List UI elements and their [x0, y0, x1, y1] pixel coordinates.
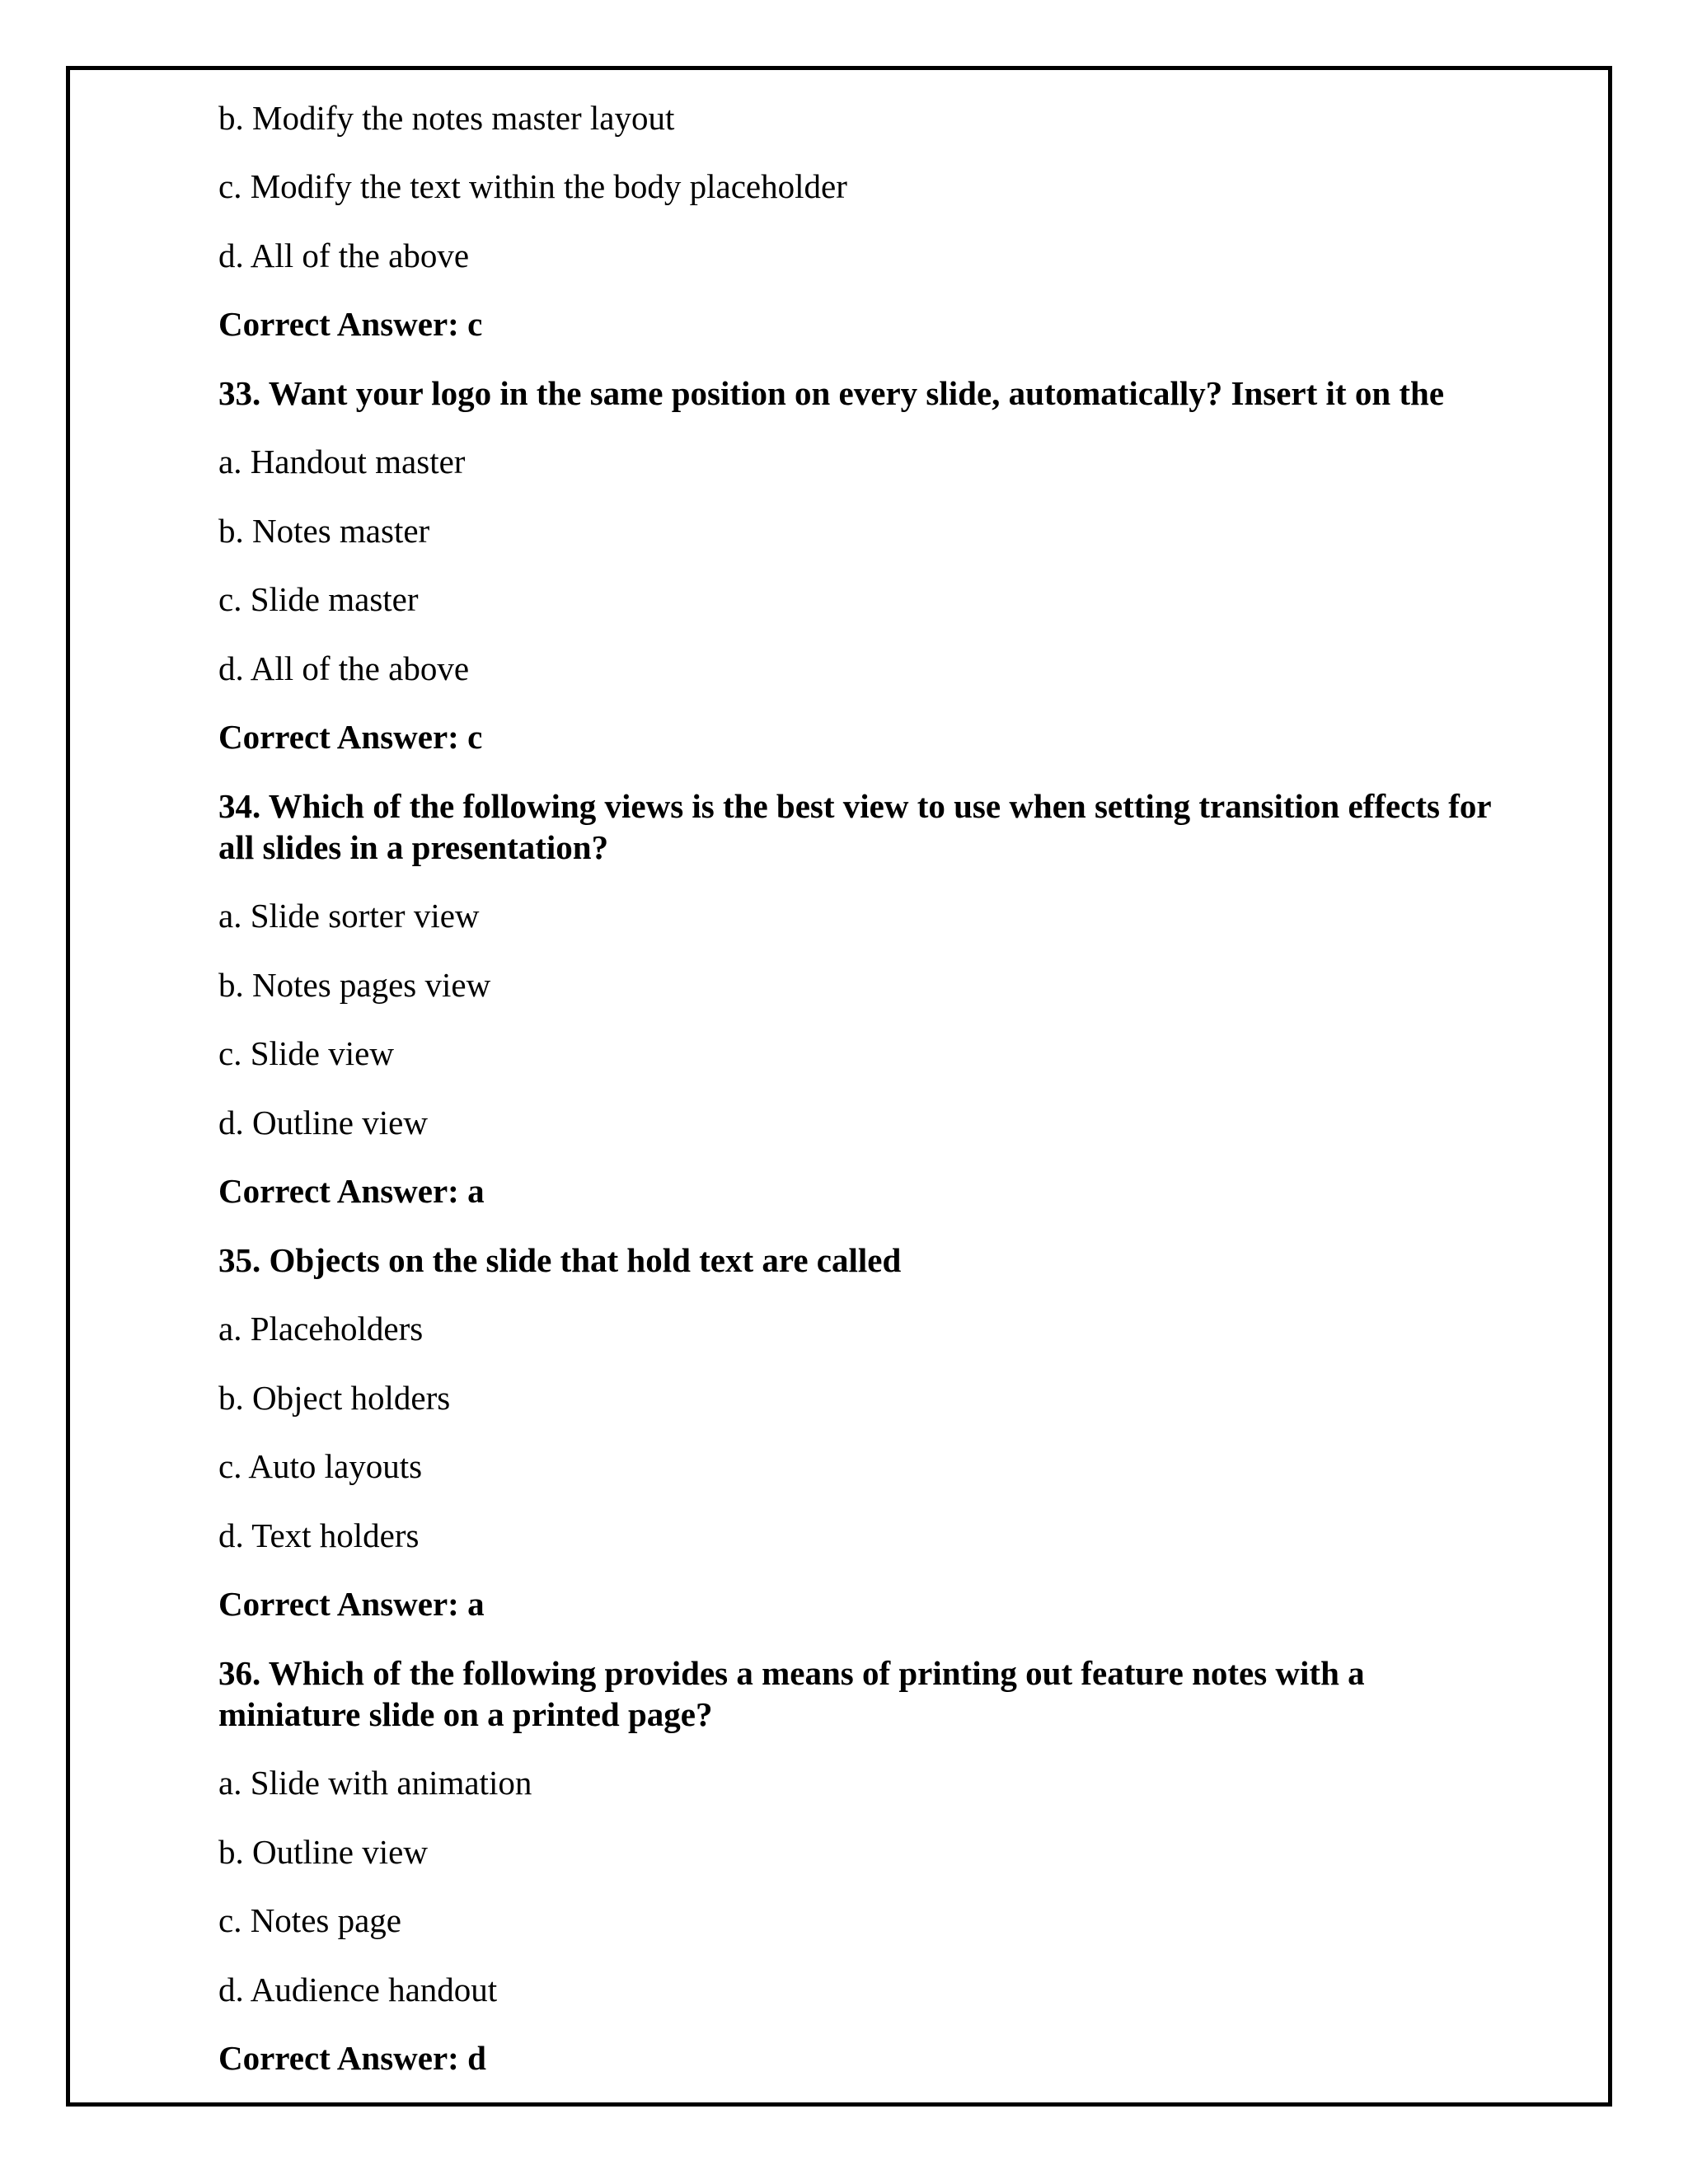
question-35-text: 35. Objects on the slide that hold text are called	[218, 1241, 902, 1279]
option-item: b. Modify the notes master layout	[218, 99, 675, 137]
option-item: d. Outline view	[218, 1104, 428, 1141]
option-item: a. Slide sorter view	[218, 897, 480, 935]
option-item: c. Auto layouts	[218, 1447, 423, 1485]
option-item: a. Slide with animation	[218, 1764, 532, 1802]
correct-answer: Correct Answer: a	[218, 1585, 485, 1623]
option-item: b. Notes pages view	[218, 966, 491, 1004]
correct-answer: Correct Answer: c	[218, 718, 483, 756]
option-item: c. Slide master	[218, 580, 419, 618]
question-36-text: 36. Which of the following provides a means of printing out feature notes with a	[218, 1654, 1365, 1692]
question-34-text: all slides in a presentation?	[218, 828, 609, 866]
option-item: b. Object holders	[218, 1379, 451, 1417]
correct-answer: Correct Answer: d	[218, 2039, 486, 2077]
option-item: d. All of the above	[218, 649, 470, 687]
option-item: c. Slide view	[218, 1034, 394, 1072]
correct-answer: Correct Answer: c	[218, 305, 483, 343]
option-item: c. Notes page	[218, 1901, 401, 1939]
option-item: c. Modify the text within the body placeholder	[218, 167, 847, 205]
option-item: d. Audience handout	[218, 1971, 498, 2008]
option-item: b. Notes master	[218, 512, 430, 550]
option-item: d. All of the above	[218, 237, 470, 274]
option-item: a. Handout master	[218, 443, 466, 480]
question-36-text: miniature slide on a printed page?	[218, 1695, 713, 1733]
correct-answer: Correct Answer: a	[218, 1172, 485, 1210]
option-item: d. Text holders	[218, 1516, 420, 1554]
option-item: b. Outline view	[218, 1833, 428, 1871]
question-33-text: 33. Want your logo in the same position on every slide, automatically? Insert it on the	[218, 374, 1445, 412]
option-item: a. Placeholders	[218, 1310, 424, 1347]
question-34-text: 34. Which of the following views is the best view to use when setting transition effects for	[218, 787, 1492, 825]
